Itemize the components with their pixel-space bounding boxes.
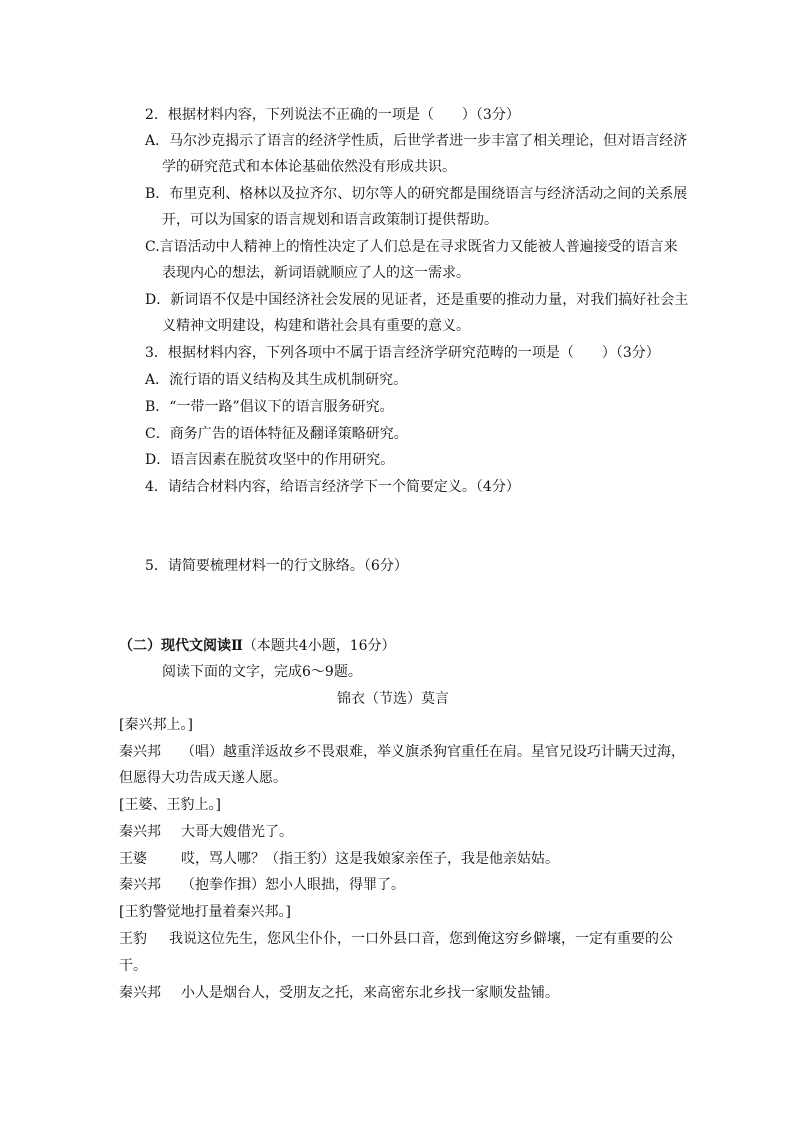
speaker-name: 秦兴邦: [119, 744, 161, 760]
section-2-title-text: （二）现代文阅读Ⅱ: [119, 638, 243, 654]
speaker-name: 王豹: [119, 931, 147, 947]
speaker-name: 秦兴邦: [119, 877, 161, 893]
dialogue-line: [119, 822, 293, 842]
dialogue-line: [119, 983, 559, 1003]
speaker-name: 秦兴邦: [119, 824, 161, 840]
question-4-stem: 4．请结合材料内容，给语言经济学下一个简要定义。（4分）: [145, 479, 520, 495]
section-2-title-note: （本题共4小题，16分）: [242, 638, 396, 654]
question-2-option-a-cont: 学的研究范式和本体论基础依然没有形成共识。: [162, 159, 456, 175]
stage-direction: [秦兴邦上。]: [119, 717, 193, 733]
section-2-title: [119, 636, 396, 656]
dialogue-text: （抱拳作揖）恕小人眼拙，得罪了。: [181, 877, 405, 893]
work-title: 锦衣（节选）莫言: [337, 691, 449, 707]
dialogue-line: [119, 849, 559, 869]
stage-direction: [王婆、王豹上。]: [119, 797, 221, 813]
dialogue-line: [119, 875, 405, 895]
dialogue-text: 大哥大嫂借光了。: [181, 824, 293, 840]
question-2-option-c: C.言语活动中人精神上的惰性决定了人们总是在寻求既省力又能被人普遍接受的语言来: [145, 239, 678, 255]
dialogue-line: [119, 929, 673, 949]
dialogue-text: （唱）越重洋返故乡不畏艰难，举义旗杀狗官重任在肩。星官兄设巧计瞒天过海，: [181, 744, 685, 760]
question-2-option-b: B．布里克利、格林以及拉齐尔、切尔等人的研究都是围绕语言与经济活动之间的关系展: [145, 186, 688, 202]
dialogue-text: 哎，骂人哪？（指王豹）这是我娘家亲侄子，我是他亲姑姑。: [181, 851, 559, 867]
question-3-option-c: C．商务广告的语体特征及翻译策略研究。: [145, 426, 408, 442]
question-2-option-d: D．新词语不仅是中国经济社会发展的见证者，还是重要的推动力量，对我们搞好社会主: [145, 292, 689, 308]
section-2-instruction: 阅读下面的文字，完成6～9题。: [162, 664, 362, 680]
speaker-name: 王婆: [119, 851, 147, 867]
question-3-stem: 3．根据材料内容，下列各项中不属于语言经济学研究范畴的一项是（ ）（3分）: [145, 345, 660, 361]
dialogue-text: 我说这位先生，您风尘仆仆，一口外县口音，您到俺这穷乡僻壤，一定有重要的公: [169, 931, 673, 947]
question-3-option-b: B．“一带一路”倡议下的语言服务研究。: [145, 399, 394, 415]
question-2-option-d-cont: 义精神文明建设，构建和谐社会具有重要的意义。: [162, 318, 470, 334]
question-3-option-d: D．语言因素在脱贫攻坚中的作用研究。: [145, 452, 395, 468]
dialogue-line-cont: 但愿得大功告成天遂人愿。: [119, 770, 287, 786]
question-3-option-a: A．流行语的语义结构及其生成机制研究。: [145, 372, 408, 388]
question-2-option-b-cont: 开，可以为国家的语言规划和语言政策制订提供帮助。: [162, 212, 498, 228]
speaker-name: 秦兴邦: [119, 985, 161, 1001]
stage-direction: [王豹警觉地打量着秦兴邦。]: [119, 904, 291, 920]
dialogue-line-cont: 干。: [119, 958, 147, 974]
question-2-option-a: A．马尔沙克揭示了语言的经济学性质，后世学者进一步丰富了相关理论，但对语言经济: [145, 133, 688, 149]
question-2-option-c-cont: 表现内心的想法，新词语就顺应了人的这一需求。: [162, 265, 470, 281]
dialogue-line: [119, 742, 685, 762]
question-2-stem: 2．根据材料内容，下列说法不正确的一项是（ ）（3分）: [145, 107, 520, 123]
question-5-stem: 5．请简要梳理材料一的行文脉络。（6分）: [145, 558, 408, 574]
dialogue-text: 小人是烟台人，受朋友之托，来高密东北乡找一家顺发盐铺。: [181, 985, 559, 1001]
